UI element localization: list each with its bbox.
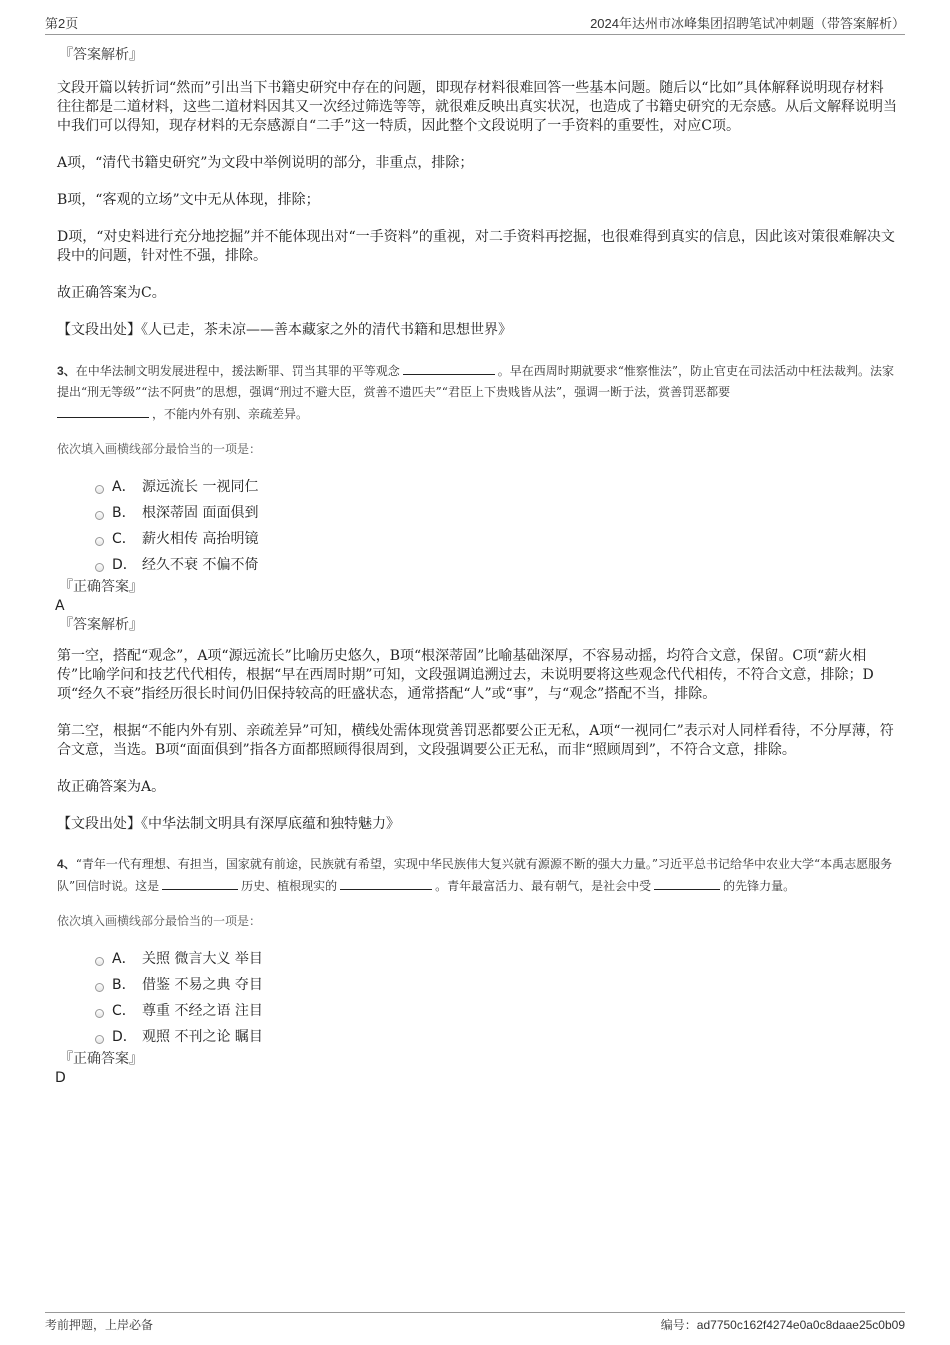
radio-button[interactable] bbox=[95, 1035, 104, 1044]
analysis-label: 『答案解析』 bbox=[59, 617, 143, 633]
footer-slogan: 考前押题，上岸必备 bbox=[45, 1318, 154, 1332]
radio-button[interactable] bbox=[95, 1009, 104, 1018]
page-header bbox=[45, 12, 905, 35]
analysis-paragraph: A项，“清代书籍史研究”为文段中举例说明的部分，非重点，排除； bbox=[57, 155, 474, 171]
option-b[interactable]: B． 借鉴 不易之典 夺目 bbox=[95, 971, 897, 997]
analysis-label: 『答案解析』 bbox=[59, 47, 143, 63]
analysis-paragraph: 第二空，根据“不能内外有别、亲疏差异”可知，横线处需体现赏善罚恶都要公正无私，A项“一视同仁”表示对人同样看待，不分厚薄，符合文意，当选。B项“面面俱到”指各方面都照顾得很周到，文段强调要公正无私，而非“照顾周到”，不符合文意，排除。 bbox=[57, 723, 894, 758]
page-content bbox=[57, 45, 897, 1087]
question-stem: 3、在中华法制文明发展进程中，援法断罪、罚当其罪的平等观念 。早在西周时期就要求“惟察惟法”，防止官吏在司法活动中枉法裁判。法家提出“刑无等级”“法不阿贵”的思想，强调“刑过不避大臣，赏善不遗匹夫”“君臣上下贵贱皆从法”，强调一断于法，赏善罚恶都要 ，不能内外有别、亲疏差异。 bbox=[57, 360, 897, 425]
option-d[interactable]: D． 经久不衰 不偏不倚 bbox=[95, 551, 897, 577]
fill-blank bbox=[162, 875, 238, 890]
question-3 bbox=[57, 360, 897, 834]
radio-button[interactable] bbox=[95, 537, 104, 546]
correct-answer-label: 『正确答案』 bbox=[59, 1051, 143, 1067]
analysis-paragraph: D项，“对史料进行充分地挖掘”并不能体现出对“一手资料”的重视，对二手资料再挖掘，也很难得到真实的信息，因此该对策很难解决文段中的问题，针对性不强，排除。 bbox=[57, 229, 895, 264]
document-title: 2024年达州市冰峰集团招聘笔试冲刺题（带答案解析） bbox=[590, 16, 905, 31]
radio-button[interactable] bbox=[95, 983, 104, 992]
analysis-paragraph: 文段开篇以转折词“然而”引出当下书籍史研究中存在的问题，即现存材料很难回答一些基本问题。随后以“比如”具体解释说明现存材料往往都是二道材料，这些二道材料因其又一次经过筛选等等，就很难反映出真实状况，也造成了书籍史研究的无奈感。从后文解释说明当中我们可以得知，现存材料的无奈感源自“二手”这一特质，因此整个文段说明了一手资料的重要性，对应C项。 bbox=[57, 80, 897, 134]
correct-answer: D bbox=[55, 1070, 66, 1086]
fill-blank bbox=[57, 403, 149, 418]
options-group bbox=[95, 945, 897, 1049]
question-prompt: 依次填入画横线部分最恰当的一项是： bbox=[57, 442, 262, 456]
option-d[interactable]: D． 观照 不刊之论 瞩目 bbox=[95, 1023, 897, 1049]
radio-button[interactable] bbox=[95, 485, 104, 494]
correct-answer-label: 『正确答案』 bbox=[59, 579, 143, 595]
document-code: 编号：ad7750c162f4274e0a0c8daae25c0b09 bbox=[660, 1318, 905, 1332]
question-number: 3、 bbox=[57, 364, 76, 378]
analysis-paragraph: 故正确答案为C。 bbox=[57, 285, 166, 301]
radio-button[interactable] bbox=[95, 957, 104, 966]
analysis-paragraph: 故正确答案为A。 bbox=[57, 779, 166, 795]
question-number: 4、 bbox=[57, 857, 76, 871]
question-stem: 4、“青年一代有理想、有担当，国家就有前途，民族就有希望，实现中华民族伟大复兴就有源源不断的强大力量。”习近平总书记给华中农业大学“本禹志愿服务队”回信时说。这是 历史、植根现实的 。青年最富活力、最有朝气，是社会中受 的先锋力量。 bbox=[57, 857, 893, 893]
q2-analysis-section bbox=[57, 45, 897, 340]
source-citation: 【文段出处】《中华法制文明具有深厚底蕴和独特魅力》 bbox=[57, 816, 400, 832]
source-citation: 【文段出处】《人已走，茶未凉——善本藏家之外的清代书籍和思想世界》 bbox=[57, 322, 512, 338]
radio-button[interactable] bbox=[95, 563, 104, 572]
fill-blank bbox=[654, 875, 720, 890]
correct-answer: A bbox=[55, 598, 65, 614]
option-b[interactable]: B． 根深蒂固 面面俱到 bbox=[95, 499, 897, 525]
page-footer bbox=[45, 1312, 905, 1333]
options-group bbox=[95, 473, 897, 577]
option-a[interactable]: A． 源远流长 一视同仁 bbox=[95, 473, 897, 499]
analysis-paragraph: 第一空，搭配“观念”，A项“源远流长”比喻历史悠久，B项“根深蒂固”比喻基础深厚，不容易动摇，均符合文意，保留。C项“薪火相传”比喻学问和技艺代代相传，根据“早在西周时期”可知，文段强调追溯过去，未说明要将这些观念代代相传，不符合文意，排除；D项“经久不衰”指经历很长时间仍旧保持较高的旺盛状态，通常搭配“人”或“事”，与“观念”搭配不当，排除。 bbox=[57, 648, 874, 702]
fill-blank bbox=[403, 360, 495, 375]
question-prompt: 依次填入画横线部分最恰当的一项是： bbox=[57, 914, 262, 928]
analysis-paragraph: B项，“客观的立场”文中无从体现，排除； bbox=[57, 192, 320, 208]
radio-button[interactable] bbox=[95, 511, 104, 520]
fill-blank bbox=[340, 875, 432, 890]
page-number: 第2页 bbox=[45, 16, 79, 31]
option-c[interactable]: C． 尊重 不经之语 注目 bbox=[95, 997, 897, 1023]
option-c[interactable]: C． 薪火相传 高抬明镜 bbox=[95, 525, 897, 551]
question-4 bbox=[57, 854, 897, 1087]
option-a[interactable]: A． 关照 微言大义 举目 bbox=[95, 945, 897, 971]
